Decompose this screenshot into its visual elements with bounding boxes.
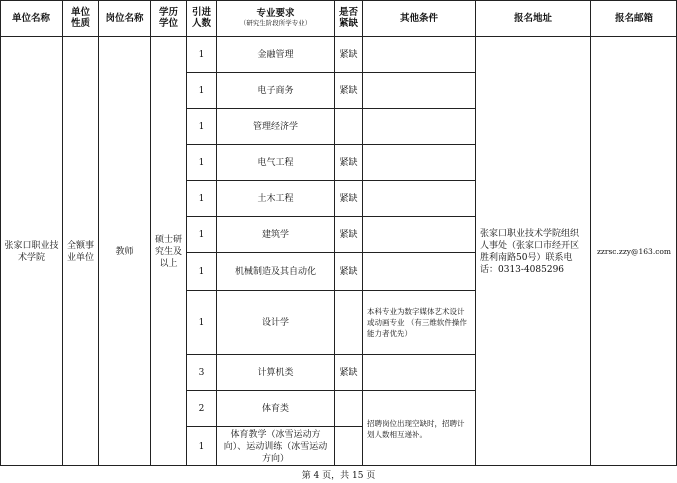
row-major: 电气工程 <box>257 157 294 168</box>
header-major-title: 专业要求 <box>256 8 295 19</box>
header-other-conditions: 其他条件 <box>399 12 438 24</box>
header-major-note: （研究生阶段所学专业） <box>239 19 312 27</box>
row-shortage: 紧缺 <box>339 229 358 240</box>
row-headcount: 3 <box>198 367 205 378</box>
row-headcount: 2 <box>198 403 205 414</box>
row-shortage <box>335 427 362 466</box>
registration-email-cell: zzrsc.zzy@163.com <box>596 247 672 256</box>
other-condition-design: 本科专业为数字媒体艺术设计或动画专业 （有三维软件操作能力者优先） <box>367 307 467 338</box>
row-shortage <box>335 391 362 426</box>
header-unit-name: 单位名称 <box>11 12 50 24</box>
row-shortage <box>335 291 362 354</box>
row-shortage: 紧缺 <box>339 85 358 96</box>
header-shortage: 是否 紧缺 <box>338 7 358 29</box>
registration-address-cell: 张家口职业技术学院组织人事处（张家口市经开区胜利南路50号）联系电话：0313-4085296 <box>480 228 580 275</box>
row-major: 体育类 <box>261 403 289 414</box>
degree-cell: 硕士研究生及以上 <box>154 234 182 269</box>
row-major: 计算机类 <box>257 367 294 378</box>
row-shortage: 紧缺 <box>339 367 358 378</box>
row-shortage: 紧缺 <box>339 49 358 60</box>
row-shortage: 紧缺 <box>339 193 358 204</box>
row-headcount: 1 <box>198 157 205 168</box>
row-major: 设计学 <box>261 317 289 328</box>
header-position-name: 岗位名称 <box>105 12 144 24</box>
row-shortage <box>335 109 362 144</box>
row-headcount: 1 <box>198 85 205 96</box>
row-headcount: 1 <box>198 229 205 240</box>
row-headcount: 1 <box>198 49 205 60</box>
row-headcount: 1 <box>198 441 205 452</box>
row-shortage: 紧缺 <box>339 157 358 168</box>
unit-name-cell: 张家口职业技术学院 <box>4 240 59 263</box>
row-major: 建筑学 <box>261 229 289 240</box>
header-major-requirement <box>217 0 334 36</box>
row-headcount: 1 <box>198 317 205 328</box>
position-name-cell: 教师 <box>115 246 134 257</box>
header-registration-address: 报名地址 <box>513 12 552 24</box>
row-major: 土木工程 <box>257 193 294 204</box>
header-degree: 学历 学位 <box>158 7 178 29</box>
header-unit-nature: 单位 性质 <box>70 7 90 29</box>
other-condition-sports: 招聘岗位出现空缺时，招聘计划人数相互递补。 <box>367 418 465 439</box>
row-headcount: 1 <box>198 121 205 132</box>
row-major: 管理经济学 <box>252 121 298 132</box>
row-shortage: 紧缺 <box>339 266 358 277</box>
row-major: 体育教学（冰雪运动方向）、运动训练（冰雪运动方向） <box>223 429 328 464</box>
unit-nature-cell: 全额事业单位 <box>66 240 94 263</box>
header-registration-email: 报名邮箱 <box>614 12 653 24</box>
row-headcount: 1 <box>198 266 205 277</box>
page-footer: 第 4 页，共 15 页 <box>301 471 376 481</box>
header-headcount: 引进 人数 <box>191 7 211 29</box>
row-headcount: 1 <box>198 193 205 204</box>
row-major: 机械制造及其自动化 <box>234 266 316 277</box>
row-major: 电子商务 <box>257 85 294 96</box>
row-major: 金融管理 <box>257 49 294 60</box>
